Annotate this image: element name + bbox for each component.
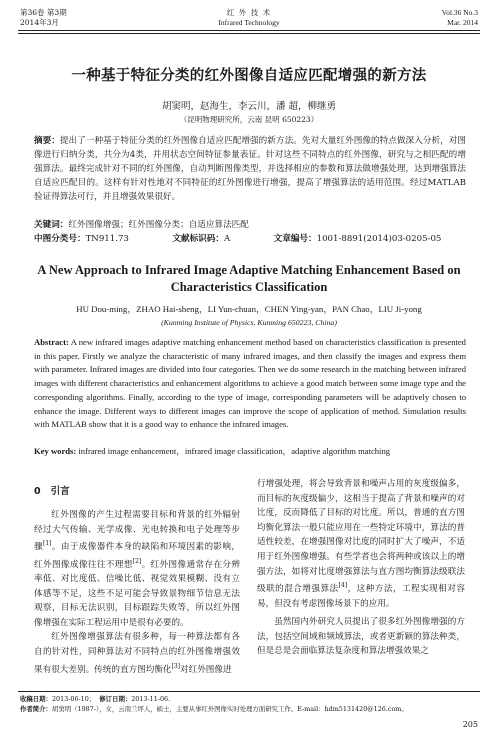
affiliation-en: (Kunming Institute of Physics, Kunming 650223, China) — [161, 318, 337, 327]
clc-label: 中图分类号： — [34, 234, 86, 244]
header-volume-cn: 第36卷 第3期 — [20, 8, 67, 17]
footnote-author — [20, 704, 480, 714]
doc-code-value: A — [223, 234, 231, 244]
citation-1: [1] — [42, 540, 52, 548]
right-paragraph-1 — [257, 477, 465, 611]
citation-3: [3] — [171, 662, 181, 670]
classification-line — [34, 232, 466, 246]
page-number: 205 — [462, 720, 478, 729]
abstract-en — [34, 336, 466, 432]
received-date: 2013-06-10； — [51, 695, 96, 703]
header-rule-thin — [18, 33, 480, 34]
keywords-en-label: Key words: — [34, 446, 77, 456]
author-bio: 胡窦明（1987-），女，云南兰坪人，硕士，主要从事红外图像实时处理方面研究工作。E-mail：hdm5131420@126.com。 — [51, 705, 408, 713]
section-heading — [34, 483, 70, 497]
keywords-cn-label: 关键词： — [34, 220, 69, 230]
left-paragraph-1 — [34, 508, 240, 630]
left-column — [34, 508, 240, 677]
citation-2: [2] — [132, 557, 142, 565]
left-paragraph-2 — [34, 630, 240, 677]
right-p1-text-b: ，这种方法，工程实现相对容易，但没有考虑图像场景下的应用。 — [257, 584, 465, 609]
right-p1-text-a: 行增强处理，将会导致背景和噪声占用的灰度级偏多，而目标的灰度级偏少，这相当于提高了背景和噪声的对比度，反而降低了目标的对比度。所以，普通的直方图均衡化算法一般只能应用在一些特定环境中，算法的普适性较差，在增强图像对比度的同时扩大了噪声，不适用于红外图像增强。有些学者也会将两种或该以上的增强方法，如将对比度增强算法与直方图均衡算法级联法级联的混合增强算法 — [257, 479, 465, 595]
abstract-cn — [34, 134, 466, 204]
clc-value: TN911.73 — [85, 234, 129, 244]
section-number: 0 — [34, 486, 41, 497]
author-bio-label: 作者简介： — [20, 705, 52, 713]
authors-en: HU Dou-ming，ZHAO Hai-sheng，LI Yun-chuan，CHEN Ying-yan，PAN Chao，LIU Ji-yong — [76, 304, 422, 314]
revised-label: 修订日期： — [99, 695, 132, 703]
left-p1-text-a: 红外图像的产生过程需要目标和背景的红外辐射经过大气传输、光学成像、光电转换和电子处理等步骤 — [34, 510, 240, 553]
header-journal-cn: 红 外 技 术 — [226, 8, 272, 17]
header-date-cn: 2014年3月 — [20, 18, 59, 27]
abstract-en-text: A new infrared images adaptive matching enhancement method based on characteristics classification is presented in this paper. Firstly we analyze the characteristic of many infrared images, and then classify the images and express them with parameter. Infrared images are divided into four categories. Then we do some research in the matching between infrared images with different characteristics and enhancement algorithms to achieve a good match between some image type and the corresponding algorithms. Finally, according to the type of image, corresponding parameters will be adaptively chosen to enhance the image. Different ways to different images can improve the scope of application of method. Simulation results with MATLAB show that it is a good way to enhance the infrared images. — [34, 337, 466, 430]
authors-cn: 胡窦明，赵海生，李云川，潘 超，柳继勇 — [161, 101, 337, 112]
keywords-cn — [34, 218, 466, 232]
right-column — [257, 477, 465, 659]
keywords-cn-text: 红外图像增强；红外图像分类；自适应算法匹配 — [68, 220, 249, 230]
left-p2-text-a: 红外图像增强算法有很多种，每一种算法都有各自的针对性，同种算法对不同特点的红外图像增强效果有很大差别。传统的直方图均衡化 — [34, 632, 240, 675]
left-p2-text-b: 对红外图像进 — [180, 664, 232, 675]
revised-date: 2013-11-06. — [131, 695, 171, 703]
footnote-rule — [18, 691, 480, 692]
affiliation-cn: （昆明物理研究所，云南 昆明 650223） — [179, 115, 319, 124]
article-id-label: 文章编号： — [273, 234, 317, 244]
right-paragraph-2: 虽然国内外研究人员提出了很多红外图像增强的方法，包括空间域和频域算法，或者更新颖的算法种类，但是总是会面临算法复杂度和算法增强效果之 — [257, 617, 465, 657]
footnote-dates — [20, 694, 480, 704]
received-label: 收稿日期： — [20, 695, 52, 703]
abstract-cn-label: 摘要： — [34, 136, 60, 146]
abstract-en-label: Abstract: — [34, 337, 69, 347]
keywords-en — [34, 445, 466, 457]
header-volume-en: Vol.36 No.3 — [441, 8, 478, 17]
citation-4: [4] — [338, 582, 348, 590]
article-id-value: 1001-8891(2014)03-0205-05 — [316, 234, 442, 244]
paper-title-en: A New Approach to Infrared Image Adaptive Matching Enhancement Based on Characteristics Classification — [37, 263, 461, 294]
keywords-en-text: infrared image enhancement，infrared image classification，adaptive algorithm matching — [78, 446, 391, 456]
section-title: 引言 — [50, 486, 70, 497]
doc-code-label: 文献标识码： — [172, 234, 224, 244]
header-date-en: Mar. 2014 — [447, 18, 478, 27]
left-p1-text-b: 。由于成像器件本身的缺陷和环境因素的影响，红外图像成像往往不理想 — [34, 542, 240, 570]
abstract-cn-text: 提出了一种基于特征分类的红外图像自适应匹配增强的新方法。先对大量红外图像的特点做深入分析，对图像进行归纳分类，共分为4类，并用状态空间特征参量表征。针对这些不同特点的红外图像，研究与之相匹配的增强算法。最终完成针对不同的红外图像，自动判断图像类型，并选择相应的参数和算法做增强处理，达到增强算法自适应匹配目的。这样有针对性地对不同特征的红外图像进行增强，提高了增强算法的适用范围。经过MATLAB验证得算法可行，并且增强效果很好。 — [34, 136, 466, 202]
left-p1-text-c: 。红外图像通常存在分辨率低、对比度低、信噪比低、视觉效果模糊、没有立体感等不足，这些不足可能会导致景物细节信息无法观察，目标无法识别，目标跟踪失败等，所以红外图像增强在实际工程运用中是很有必要的。 — [34, 559, 240, 628]
paper-title-cn: 一种基于特征分类的红外图像自适应匹配增强的新方法 — [71, 68, 427, 84]
header-journal-en: Infrared Technology — [218, 18, 280, 27]
header-rule — [18, 30, 480, 31]
